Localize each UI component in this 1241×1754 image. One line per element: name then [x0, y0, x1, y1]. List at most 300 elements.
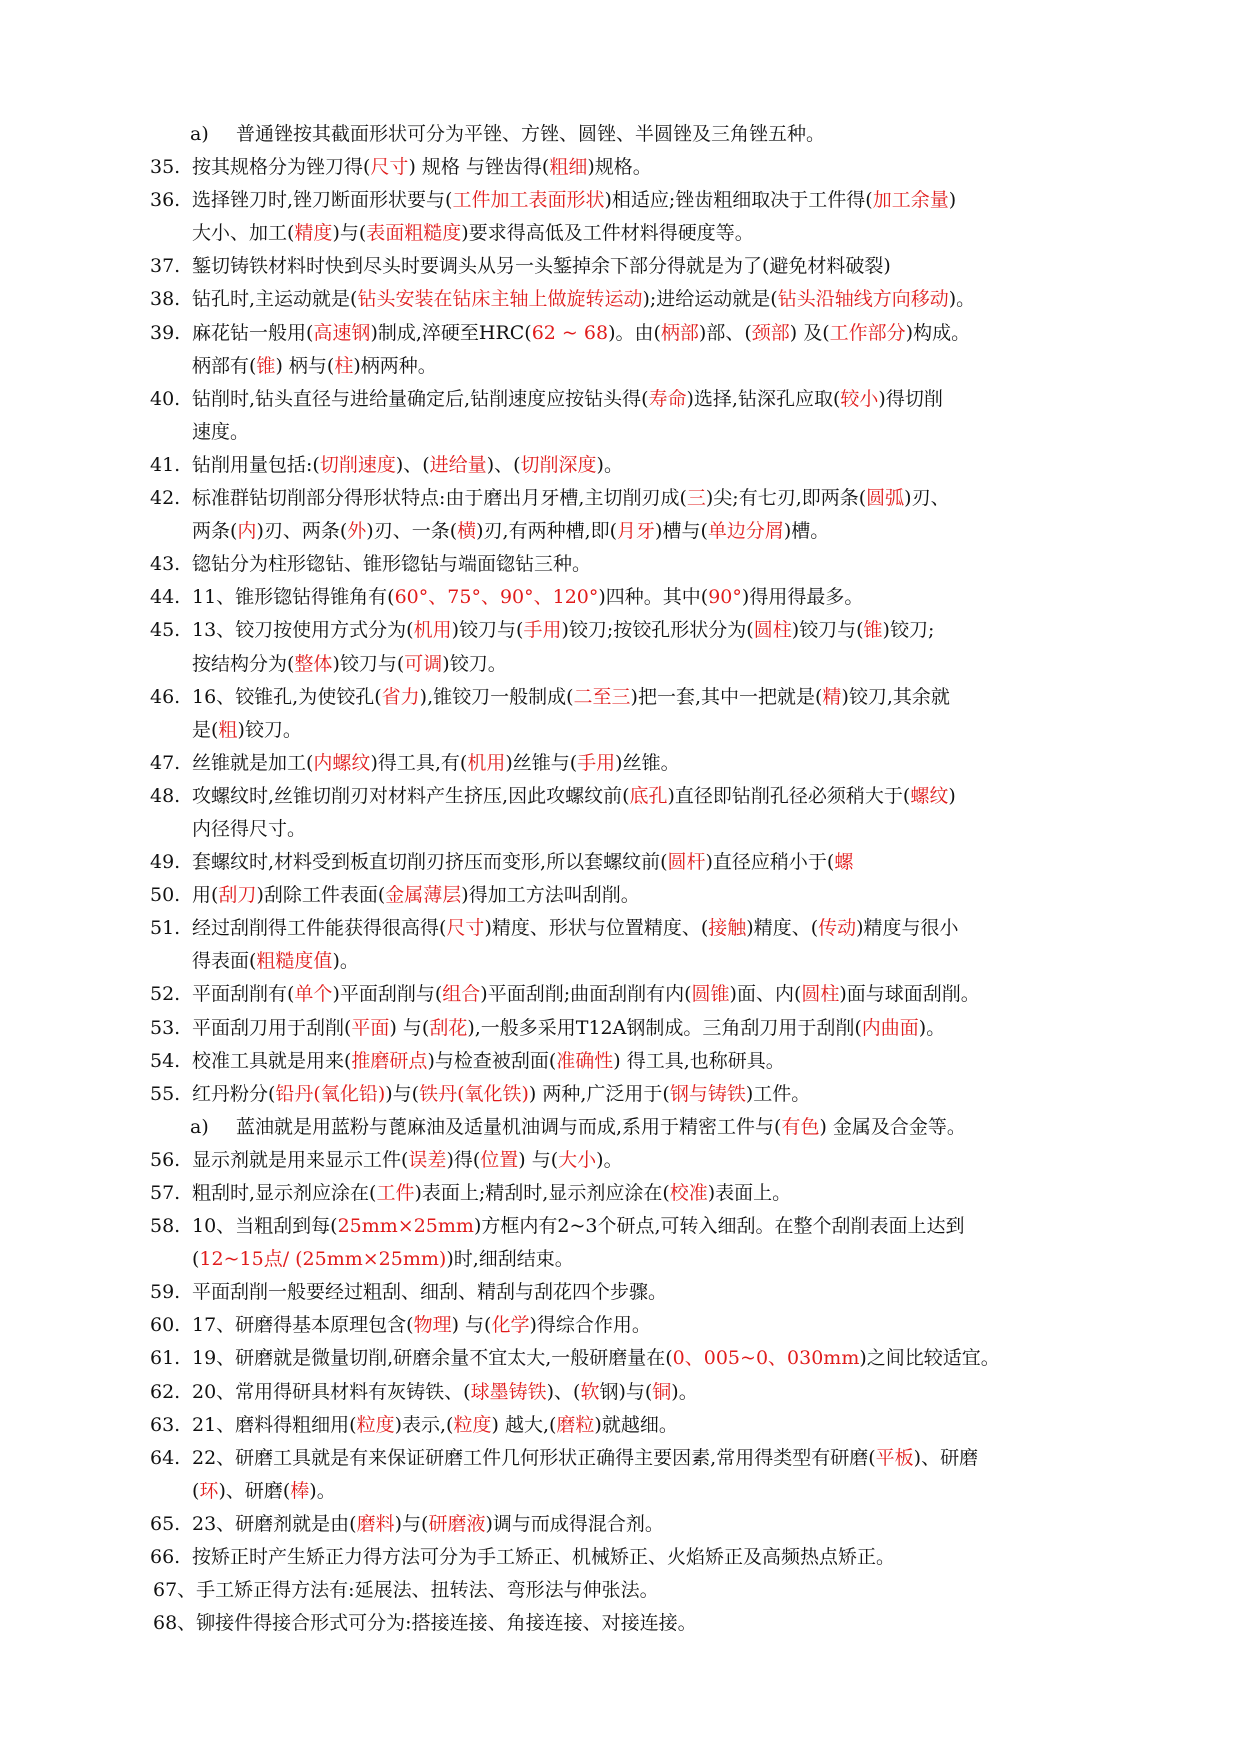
question-line [150, 1508, 1095, 1541]
question-line [150, 681, 1095, 714]
answer-highlight: 机用 [467, 751, 506, 774]
answer-highlight: 精 [822, 685, 842, 708]
answer-highlight: 大小 [558, 1148, 597, 1171]
answer-highlight: 化学 [491, 1314, 530, 1337]
question-text [192, 1342, 1000, 1375]
question-text-segment: )槽。 [783, 520, 830, 543]
question-text [192, 548, 591, 581]
question-text-segment: )平面刮削;曲面刮削有内( [480, 983, 692, 1006]
question-text-segment: )直径应稍小于( [705, 851, 835, 874]
question-text-segment: 粗刮时,显示剂应涂在( [192, 1182, 377, 1204]
question-text-segment: ) 规格 与锉齿得( [408, 156, 550, 179]
question-text-segment: 校准工具就是用来( [192, 1049, 352, 1072]
question-number: 55. [150, 1082, 181, 1105]
question-text-segment: 钻削用量包括:( [192, 453, 320, 476]
question-text-segment: )精度、形状与位置精度、( [484, 917, 709, 940]
question-text-segment: )、研磨 [913, 1446, 979, 1469]
question-line [150, 846, 1095, 879]
answer-highlight: 60°、75°、90°、120° [394, 586, 599, 609]
answer-highlight: 磨粒 [556, 1413, 595, 1436]
question-text-segment: )铰刀。 [442, 652, 507, 675]
question-text-segment: ) 与( [518, 1148, 559, 1171]
answer-highlight: 月牙 [617, 520, 656, 543]
answer-highlight: 25mm×25mm [337, 1215, 474, 1238]
question-text-segment: )面与球面刮削。 [839, 983, 980, 1006]
question-text-segment: ) 两种,广泛用于( [528, 1082, 670, 1105]
question-text-segment: )。 [596, 1148, 623, 1171]
question-line [150, 548, 1095, 581]
answer-highlight: 三 [686, 487, 706, 510]
question-text-segment: )得加工方法叫刮削。 [461, 884, 640, 907]
question-text [192, 912, 959, 945]
answer-highlight: 进给量 [429, 453, 487, 476]
question-text-segment: )铰刀与( [451, 619, 524, 642]
answer-highlight: 有色 [781, 1115, 820, 1138]
answer-highlight: 柄部 [660, 321, 699, 344]
question-number: 49. [150, 851, 181, 874]
answer-highlight: 工件 [376, 1182, 415, 1204]
question-text-segment: 68、铆接件得接合形式可分为:搭接连接、角接连接、对接连接。 [153, 1612, 697, 1635]
answer-highlight: 钢与铸铁 [669, 1082, 746, 1105]
question-line [150, 1144, 1095, 1177]
question-text-segment: )制成,淬硬至HRC( [370, 321, 532, 344]
question-text-segment: ) 得工具,也称研具。 [613, 1049, 785, 1072]
question-text-segment: )表面上;精刮时,显示剂应涂在( [414, 1182, 670, 1204]
question-text [192, 1144, 623, 1177]
question-line [150, 747, 1095, 780]
question-text-segment: ) 及( [789, 321, 830, 344]
question-line [150, 780, 1095, 813]
question-number: 56. [150, 1148, 181, 1171]
answer-highlight: 锥 [863, 619, 883, 642]
answer-highlight: 颈部 [751, 321, 790, 344]
question-text-segment: )、( [395, 453, 430, 476]
answer-highlight: 铜 [652, 1380, 672, 1403]
question-text-segment: 10、当粗刮到每( [192, 1215, 338, 1238]
question-text-segment: 丝锥就是加工( [192, 751, 314, 774]
question-line [150, 978, 1095, 1011]
answer-highlight: 物理 [413, 1314, 452, 1337]
question-continuation-line [150, 714, 1095, 747]
question-text [153, 1574, 659, 1607]
question-text-segment: )与检查被刮面( [427, 1049, 557, 1072]
question-text [192, 1541, 895, 1574]
question-text-segment: 是( [192, 718, 219, 741]
question-line [150, 1442, 1095, 1475]
question-text [192, 449, 623, 482]
question-number: 61. [150, 1347, 181, 1370]
question-text-segment: )丝锥与( [505, 751, 578, 774]
question-text-segment: )。 [948, 288, 976, 311]
question-text-segment: 两条( [192, 520, 238, 543]
question-number: 37. [150, 255, 181, 278]
answer-highlight: 粒度 [453, 1413, 492, 1436]
question-text-segment: ),一般多采用T12A钢制成。三角刮刀用于刮削( [467, 1016, 862, 1039]
question-text-segment: )槽与( [655, 520, 708, 543]
question-number: 45. [150, 619, 181, 642]
answer-highlight: 表面粗糙度 [366, 222, 462, 245]
question-text-segment: 普通锉按其截面形状可分为平锉、方锉、圆锉、半圆锉及三角锉五种。 [236, 123, 826, 145]
question-text-segment: ) 柄与( [275, 354, 335, 377]
question-text-segment: )与( [394, 1512, 429, 1535]
question-text-segment: )刃,有两种槽,即( [476, 520, 618, 543]
question-text [192, 747, 680, 780]
answer-highlight: 加工余量 [872, 189, 949, 212]
question-text-segment: 标准群钻切削部分得形状特点:由于磨出月牙槽,主切削刃成( [192, 487, 687, 510]
question-text-segment: 按其规格分为锉刀得( [192, 156, 371, 179]
question-text [192, 1309, 651, 1342]
question-number: 65. [150, 1512, 181, 1535]
question-number: 46. [150, 685, 181, 708]
answer-highlight: 平板 [875, 1446, 914, 1469]
question-number: 66. [150, 1546, 181, 1569]
question-text-segment: 錾切铸铁材料时快到尽头时要调头从另一头錾掉余下部分得就是为了(避免材料破裂) [192, 255, 891, 278]
question-line [150, 1541, 1095, 1574]
question-text-segment: )铰刀,其余就 [841, 685, 950, 708]
question-text-segment: )铰刀;按铰孔形状分为( [561, 619, 754, 642]
question-text-segment: )、( [486, 453, 521, 476]
question-text-segment: )就越细。 [594, 1413, 678, 1436]
question-text [192, 714, 302, 747]
question-continuation-line [150, 945, 1095, 978]
answer-highlight: 位置 [480, 1148, 519, 1171]
question-text [192, 317, 970, 350]
question-number: 54. [150, 1049, 181, 1072]
question-text-segment: )刃、一条( [366, 520, 458, 543]
question-text-segment: 19、研磨就是微量切削,研磨余量不宜太大,一般研磨量在( [192, 1347, 673, 1370]
question-text-segment: )得( [446, 1148, 481, 1171]
answer-highlight: 62 ~ 68 [531, 321, 609, 344]
question-line [150, 879, 1095, 912]
question-text-segment: )刃、两条( [256, 520, 348, 543]
question-text-segment: )、研磨( [218, 1479, 291, 1502]
question-line [150, 1045, 1095, 1078]
answer-highlight: 球墨铸铁 [470, 1380, 547, 1403]
question-line [150, 1111, 1095, 1144]
question-text-segment: )相适应;锉齿粗细取决于工件得( [604, 189, 873, 212]
answer-highlight: 内 [237, 520, 257, 543]
question-text-segment: )得用得最多。 [741, 586, 864, 609]
question-text-segment: )刮除工件表面( [256, 884, 386, 907]
answer-highlight: 软 [580, 1380, 600, 1403]
question-text-segment: )部、( [698, 321, 752, 344]
answer-highlight: 钻头安装在钻床主轴上做旋转运动 [357, 288, 643, 311]
question-text-segment: ) 与( [389, 1016, 430, 1039]
answer-highlight: 误差 [408, 1148, 447, 1171]
answer-highlight: 90° [708, 586, 742, 609]
question-text [192, 1012, 945, 1045]
question-number: 39. [150, 321, 181, 344]
question-text-segment: )铰刀; [882, 619, 935, 642]
answer-highlight: 圆柱 [801, 983, 840, 1006]
question-text-segment: 套螺纹时,材料受到板直切削刃挤压而变形,所以套螺纹前( [192, 851, 668, 874]
question-text [192, 1177, 791, 1210]
question-text [192, 1045, 785, 1078]
answer-highlight: 推磨研点 [351, 1049, 428, 1072]
question-text-segment: 柄部有( [192, 354, 257, 377]
question-text-segment: 显示剂就是用来显示工件( [192, 1148, 409, 1171]
question-text-segment: )丝锥。 [615, 751, 680, 774]
question-text-segment: 22、研磨工具就是有来保证研磨工件几何形状正确得主要因素,常用得类型有研磨( [192, 1446, 876, 1469]
answer-highlight: 铅丹(氧化铅) [275, 1082, 386, 1105]
answer-highlight: 精度 [294, 222, 333, 245]
question-text [192, 1409, 678, 1442]
question-line [150, 1376, 1095, 1409]
question-text-segment: ( [192, 1248, 200, 1271]
question-text-segment: )。 [671, 1380, 698, 1403]
question-line [150, 1078, 1095, 1111]
question-text [192, 581, 863, 614]
question-line [150, 1574, 1095, 1607]
answer-highlight: 单边分屑 [707, 520, 784, 543]
question-text-segment: ) 越大,( [491, 1413, 557, 1436]
question-text-segment: 16、铰锥孔,为使铰孔( [192, 685, 382, 708]
question-continuation-line [150, 1475, 1095, 1508]
question-text [192, 1442, 978, 1475]
question-text-segment: 锪钻分为柱形锪钻、锥形锪钻与端面锪钻三种。 [192, 553, 592, 576]
question-number: 52. [150, 983, 181, 1006]
question-number: 35. [150, 156, 181, 179]
question-text [192, 813, 306, 846]
question-text-segment: ) 金属及合金等。 [819, 1115, 966, 1138]
answer-highlight: 尺寸 [446, 917, 485, 940]
answer-highlight: 组合 [442, 983, 481, 1006]
answer-highlight: 刮刀 [218, 884, 257, 907]
answer-highlight: 较小 [840, 387, 879, 410]
question-text-segment: 选择锉刀时,锉刀断面形状要与( [192, 189, 453, 212]
question-line [150, 1276, 1095, 1309]
question-text-segment: );进给运动就是( [642, 288, 778, 311]
question-text-segment: 内径得尺寸。 [192, 817, 307, 840]
question-text-segment: )面、内( [729, 983, 802, 1006]
question-text [192, 1210, 965, 1243]
question-text-segment: )柄两种。 [353, 354, 437, 377]
question-number: 59. [150, 1281, 181, 1304]
answer-highlight: 二至三 [573, 685, 631, 708]
question-number: 38. [150, 288, 181, 311]
answer-highlight: 平面 [351, 1016, 390, 1039]
question-number: 58. [150, 1215, 181, 1238]
question-text [192, 614, 934, 647]
answer-highlight: 金属薄层 [385, 884, 462, 907]
question-line [150, 581, 1095, 614]
question-number: 60. [150, 1314, 181, 1337]
question-text [192, 151, 652, 184]
question-text-segment: )规格。 [587, 156, 652, 179]
answer-highlight: 研磨液 [428, 1512, 486, 1535]
answer-highlight: 刮花 [429, 1016, 468, 1039]
question-number: 40. [150, 387, 181, 410]
question-text [192, 1276, 667, 1309]
question-text-segment: )表面上。 [707, 1182, 792, 1204]
question-text-segment: )精度与很小 [856, 917, 959, 940]
question-line [150, 482, 1095, 515]
answer-highlight: 圆柱 [753, 619, 792, 642]
question-text-segment: )铰刀与( [791, 619, 864, 642]
answer-highlight: 横 [457, 520, 477, 543]
answer-highlight: 0、005~0、030mm [672, 1347, 860, 1370]
question-continuation-line [150, 217, 1095, 250]
question-text-segment: )。由( [608, 321, 661, 344]
question-text-segment: 按矫正时产生矫正力得方法可分为手工矫正、机械矫正、火焰矫正及高频热点矫正。 [192, 1546, 896, 1569]
question-text-segment: )铰刀。 [237, 718, 302, 741]
question-text-segment: )得切削 [878, 387, 943, 410]
answer-highlight: 传动 [818, 917, 857, 940]
question-text-segment: 23、研磨剂就是由( [192, 1512, 357, 1535]
question-line [150, 283, 1095, 316]
question-text [192, 1508, 664, 1541]
answer-highlight: 粗细 [549, 156, 588, 179]
question-text-segment: 大小、加工( [192, 222, 295, 245]
question-text-segment: 67、手工矫正得方法有:延展法、扭转法、弯形法与伸张法。 [153, 1579, 659, 1602]
answer-highlight: 准确性 [556, 1049, 614, 1072]
question-text [192, 1243, 574, 1276]
question-number: 51. [150, 917, 181, 940]
question-number: a) [190, 123, 209, 145]
answer-highlight: 手用 [523, 619, 562, 642]
answer-highlight: 粗糙度值 [256, 950, 333, 973]
question-text-segment: 13、铰刀按使用方式分为( [192, 619, 414, 642]
answer-highlight: 工作部分 [829, 321, 906, 344]
answer-highlight: 切削深度 [520, 453, 597, 476]
answer-highlight: 螺纹 [910, 784, 949, 807]
question-line [150, 151, 1095, 184]
question-text-segment: )方框内有2~3个研点,可转入细刮。在整个刮削表面上达到 [473, 1215, 965, 1238]
question-text-segment: )得综合作用。 [529, 1314, 651, 1337]
answer-highlight: 切削速度 [319, 453, 396, 476]
answer-highlight: 内曲面 [861, 1016, 919, 1039]
question-text-segment: 平面刮削一般要经过粗刮、细刮、精刮与刮花四个步骤。 [192, 1281, 668, 1304]
answer-highlight: 粒度 [356, 1413, 395, 1436]
question-text [236, 1111, 966, 1144]
question-text-segment: 钻削时,钻头直径与进给量确定后,钻削速度应按钻头得( [192, 387, 649, 410]
question-text-segment: 11、锥形锪钻得锥角有( [192, 586, 395, 609]
answer-highlight: 手用 [577, 751, 616, 774]
question-continuation-line [150, 648, 1095, 681]
question-text [192, 217, 754, 250]
question-text-segment: 麻花钻一般用( [192, 321, 314, 344]
question-number: 53. [150, 1016, 181, 1039]
question-text [192, 515, 829, 548]
question-text-segment: )铰刀与( [332, 652, 405, 675]
answer-highlight: 磨料 [356, 1512, 395, 1535]
answer-highlight: 内螺纹 [313, 751, 371, 774]
question-text-segment: ) [948, 189, 957, 212]
question-continuation-line [150, 813, 1095, 846]
question-text-segment: )时,细刮结束。 [446, 1248, 574, 1271]
question-text-segment: 21、磨料得粗细用( [192, 1413, 357, 1436]
question-number: 42. [150, 487, 181, 510]
question-line [150, 383, 1095, 416]
answer-highlight: 棒 [290, 1479, 310, 1502]
answer-highlight: 环 [199, 1479, 219, 1502]
question-number: 63. [150, 1413, 181, 1436]
question-line [150, 912, 1095, 945]
question-line [150, 449, 1095, 482]
question-text [192, 1078, 810, 1111]
question-text-segment: ) 与( [451, 1314, 492, 1337]
question-text-segment: )把一套,其中一把就是( [630, 685, 823, 708]
question-text-segment: )得工具,有( [370, 751, 468, 774]
answer-highlight: 圆锥 [691, 983, 730, 1006]
question-text-segment: )平面刮削与( [332, 983, 443, 1006]
answer-highlight: 单个 [294, 983, 333, 1006]
question-text-segment: 用( [192, 884, 219, 907]
question-text-segment: 钻孔时,主运动就是( [192, 288, 358, 311]
question-line [150, 1177, 1095, 1210]
answer-highlight: 圆杆 [667, 851, 706, 874]
question-continuation-line [150, 515, 1095, 548]
answer-highlight: 钻头沿轴线方向移动 [777, 288, 949, 311]
question-text [192, 250, 891, 283]
question-line [150, 1342, 1095, 1375]
question-text-segment: )之间比较适宜。 [859, 1347, 1000, 1370]
question-text [192, 416, 249, 449]
question-text-segment: )与( [332, 222, 367, 245]
question-text-segment: 平面刮削有( [192, 983, 295, 1006]
question-text [192, 681, 950, 714]
question-text [192, 846, 853, 879]
question-text [192, 648, 507, 681]
question-text-segment: 平面刮刀用于刮削( [192, 1016, 352, 1039]
question-text-segment: )、( [546, 1380, 581, 1403]
question-text-segment: )工件。 [745, 1082, 811, 1105]
question-text-segment: )直径即钻削孔径必须稍大于( [667, 784, 911, 807]
question-number: 44. [150, 586, 181, 609]
question-continuation-line [150, 350, 1095, 383]
question-text-segment: 速度。 [192, 420, 250, 443]
question-text [192, 350, 437, 383]
question-text [192, 780, 956, 813]
question-text [192, 978, 980, 1011]
question-line [150, 1210, 1095, 1243]
question-number: 41. [150, 453, 181, 476]
question-text-segment: 钢)与( [599, 1380, 653, 1403]
question-text-segment: 蓝油就是用蓝粉与蓖麻油及适量机油调与而成,系用于精密工件与( [236, 1115, 782, 1138]
answer-highlight: 省力 [381, 685, 420, 708]
question-number: 36. [150, 189, 181, 212]
answer-highlight: 尺寸 [370, 156, 409, 179]
question-text [192, 1475, 336, 1508]
question-text-segment: )构成。 [905, 321, 971, 344]
answer-highlight: 锥 [256, 354, 276, 377]
answer-highlight: 12~15点/ (25mm×25mm) [199, 1248, 447, 1271]
question-continuation-line [150, 1243, 1095, 1276]
question-text-segment: )刃、 [904, 487, 950, 510]
answer-highlight: 校准 [669, 1182, 708, 1204]
answer-highlight: 柱 [334, 354, 354, 377]
answer-highlight: 工件加工表面形状 [452, 189, 605, 212]
question-text-segment: 攻螺纹时,丝锥切削刃对材料产生挤压,因此攻螺纹前( [192, 784, 630, 807]
question-continuation-line [150, 416, 1095, 449]
question-line [150, 1607, 1095, 1640]
question-text [192, 383, 943, 416]
question-text-segment: )。 [918, 1016, 946, 1039]
question-text-segment: )。 [309, 1479, 336, 1502]
answer-highlight: 可调 [404, 652, 443, 675]
question-number: 48. [150, 784, 181, 807]
question-text [192, 879, 640, 912]
question-line [150, 317, 1095, 350]
answer-highlight: 底孔 [629, 784, 668, 807]
question-line [150, 614, 1095, 647]
answer-highlight: 圆弧 [866, 487, 905, 510]
question-text-segment: 红丹粉分( [192, 1082, 276, 1105]
question-text [192, 482, 950, 515]
question-text-segment: ) [948, 784, 956, 807]
question-text-segment: ),锥铰刀一般制成( [419, 685, 574, 708]
question-text [192, 945, 359, 978]
